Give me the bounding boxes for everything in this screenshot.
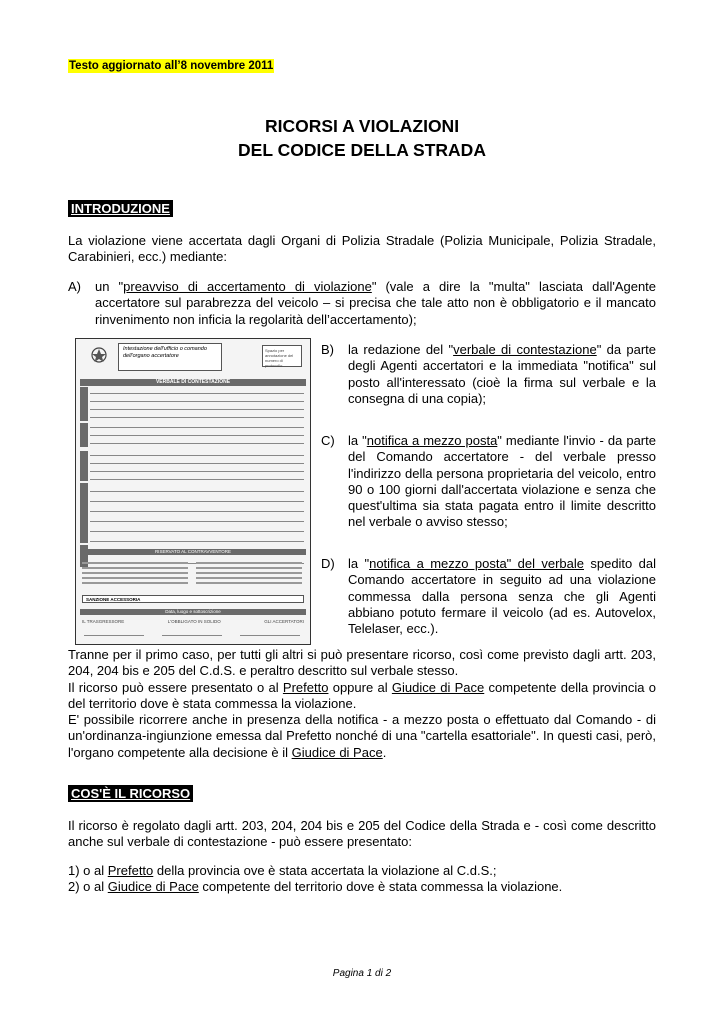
section-heading-ricorso: COS'È IL RICORSO bbox=[68, 785, 193, 803]
section-heading-intro: INTRODUZIONE bbox=[68, 200, 173, 218]
link-preavviso[interactable]: preavviso di accertamento di violazione bbox=[123, 279, 372, 294]
ricorso-item-1: 1) o al Prefetto della provincia ove è stata accertata la violazione al C.d.S.; bbox=[68, 863, 497, 878]
link-giudice-di-pace[interactable]: Giudice di Pace bbox=[391, 680, 485, 695]
update-note: Testo aggiornato all’8 novembre 2011 bbox=[69, 60, 274, 72]
intro-paragraph-1: Tranne per il primo caso, per tutti gli altri si può presentare ricorso, così come previsto dagli artt. 203, 204, 204 bis e 205 del C.d.S. e peraltro descritto sul verbale stesso. bbox=[68, 647, 656, 679]
verbale-form-image bbox=[75, 338, 311, 645]
list-item-a: A) un "preavviso di accertamento di violazione" (vale a dire la "multa" lasciata dall'Agente accertatore sul parabrezza del veicolo – si precisa che tale atto non è obbligatorio e il mancato rinvenimento non inficia la regolarità dell’accertamento); bbox=[68, 279, 657, 327]
link-giudice-di-pace-2[interactable]: Giudice di Pace bbox=[291, 744, 383, 760]
bottom-bar: RISERVATO AL CONTRAVVENTORE bbox=[80, 549, 306, 555]
page-number: Pagina 1 di 2 bbox=[332, 968, 392, 979]
ricorso-item-2: 2) o al Giudice di Pace competente del territorio dove è stata commessa la violazione. bbox=[68, 879, 563, 894]
link-notifica-posta-verbale[interactable]: notifica a mezzo posta" del verbale bbox=[369, 556, 584, 571]
link-notifica-posta[interactable]: notifica a mezzo posta bbox=[366, 433, 498, 448]
verbale-bar: VERBALE DI CONTESTAZIONE bbox=[80, 379, 306, 386]
intro-paragraph-3: E' possibile ricorrere anche in presenza della notifica - a mezzo posta o effettuato dal Comando - di un'ordinanza-ingiunzione emessa dal Prefetto nonché di una "cartella esattoriale". In questi casi, però, l'organo competente alla decisione è il Giudice di Pace. bbox=[68, 712, 656, 760]
sign-bar: Data, luogo e sottoscrizione bbox=[80, 609, 306, 615]
intro-lead: La violazione viene accertata dagli Organi di Polizia Stradale (Polizia Municipale, Polizia Stradale, Carabinieri, ecc.) mediante: bbox=[68, 233, 656, 265]
list-item-b: B) la redazione del "verbale di contestazione" da parte degli Agenti accertatori e la immediata "notifica" sul posto all'interessato (cioè la firma sul verbale e la consegna di una copia); bbox=[321, 342, 657, 406]
sign-labels: IL TRASGRESSORE L'OBBLIGATO IN SOLIDO GLI ACCERTATORI bbox=[82, 619, 304, 624]
page-title: RICORSI A VIOLAZIONI DEL CODICE DELLA STRADA bbox=[238, 116, 486, 160]
link-giudice-di-pace-3[interactable]: Giudice di Pace bbox=[107, 879, 199, 894]
ricorso-paragraph: Il ricorso è regolato dagli artt. 203, 204, 204 bis e 205 del Codice della Strada e - così come descritto anche sul verbale di contestazione - può essere presentato: bbox=[68, 818, 656, 850]
office-box: Intestazione dell'ufficio o comando dell'organo accertatore bbox=[118, 343, 222, 371]
link-prefetto-2[interactable]: Prefetto bbox=[107, 863, 154, 878]
link-prefetto[interactable]: Prefetto bbox=[282, 680, 329, 695]
intro-paragraph-2: Il ricorso può essere presentato o al Prefetto oppure al Giudice di Pace competente della provincia o del territorio dove è stata commessa la violazione. bbox=[68, 680, 656, 712]
sanction-box: SANZIONE ACCESSORIA bbox=[82, 595, 304, 603]
list-item-c: C) la "notifica a mezzo posta" mediante l'invio - da parte del Comando accertatore - del verbale presso l'indirizzo della persona proprietaria del veicolo, entro 90 o 100 giorni dall'accertata violazione e senza che quest'ultima sia stata pagata entro il limite descritto nel verbale o avviso stesso; bbox=[321, 433, 656, 530]
stamp-box: Spazio per annotazione del numero di protocollo bbox=[262, 345, 302, 367]
emblem-icon bbox=[90, 345, 108, 365]
link-verbale-contestazione[interactable]: verbale di contestazione bbox=[453, 342, 597, 357]
list-item-d: D) la "notifica a mezzo posta" del verbale spedito dal Comando accertatore in seguito ad una violazione commessa dalla persona senza che gli Agenti abbiano potuto fermare il veicolo (ad es. Autovelox, Telelaser, ecc.). bbox=[321, 556, 656, 637]
